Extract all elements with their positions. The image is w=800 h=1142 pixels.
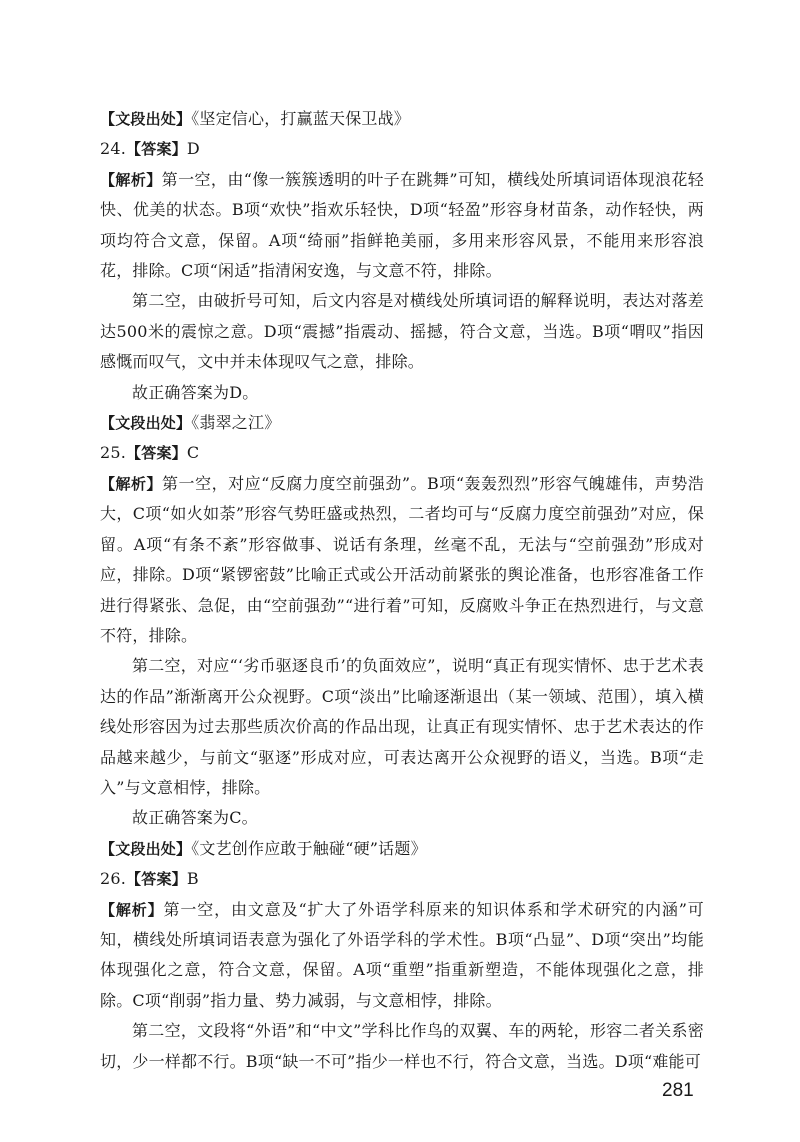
page-number: 281 <box>662 1080 694 1101</box>
analysis-text: 第一空，由“像一簇簇透明的叶子在跳舞”可知，横线处所填词语体现浪花轻快、优美的状态。B项“欢快”指欢乐轻快，D项“轻盈”形容身材苗条，动作轻快，两项均符合文意，保留。A项“绮丽”指鲜艳美丽，多用来形容风景，不能用来形容浪花，排除。C项“闲适”指清闲安逸，与文意不符，排除。 <box>100 169 704 281</box>
conclusion-25: 故正确答案为C。 <box>132 808 258 828</box>
analysis-24-part1 <box>100 165 704 287</box>
analysis-text: 第一空，对应“反腐力度空前强劲”。B项“轰轰烈烈”形容气魄雄伟，声势浩大，C项“如火如荼”形容气势旺盛或热烈，二者均可与“反腐力度空前强劲”对应，保留。A项“有条不紊”形容做事、说话有条理，丝毫不乱，无法与“空前强劲”形成对应，排除。D项“紧锣密鼓”比喻正式或公开活动前紧张的舆论准备，也形容准备工作进行得紧张、急促，由“空前强劲”“进行着”可知，反腐败斗争正在热烈进行，与文意不符，排除。 <box>100 473 704 645</box>
answer-label: 【答案】 <box>126 444 187 463</box>
analysis-26-part2: 第二空，文段将“外语”和“中文”学科比作鸟的双翼、车的两轮，形容二者关系密切，少一样都不行。B项“缺一不可”指少一样也不行，符合文意，当选。D项“难能可 <box>100 1021 704 1071</box>
source-25 <box>100 834 704 864</box>
analysis-25-part1 <box>100 469 704 651</box>
answer-explanations <box>100 104 704 1077</box>
answer-25 <box>100 438 704 468</box>
question-number: 25. <box>100 443 127 463</box>
question-number: 24. <box>100 139 127 159</box>
answer-26 <box>100 864 704 894</box>
analysis-text: 第一空，由文意及“扩大了外语学科原来的知识体系和学术研究的内涵”可知，横线处所填词语表意为强化了外语学科的学术性。B项“凸显”、D项“突出”均能体现强化之意，符合文意，保留。A项“重塑”指重新塑造，不能体现强化之意，排除。C项“削弱”指力量、势力减弱，与文意相悖，排除。 <box>100 899 704 1010</box>
source-label: 【文段出处】 <box>100 414 192 433</box>
answer-value: C <box>186 443 200 463</box>
source-label: 【文段出处】 <box>100 839 192 858</box>
source-23 <box>100 104 704 134</box>
source-title: 《坚定信心，打赢蓝天保卫战》 <box>191 109 411 128</box>
conclusion-24: 故正确答案为D。 <box>132 382 259 402</box>
answer-label: 【答案】 <box>126 140 187 159</box>
source-24 <box>100 408 704 438</box>
source-label: 【文段出处】 <box>100 110 192 128</box>
analysis-label: 【解析】 <box>100 900 164 919</box>
analysis-24-part2: 第二空，由破折号可知，后文内容是对横线处所填词语的解释说明，表达对落差达500米的震惊之意。D项“震撼”指震动、摇撼，符合文意，当选。B项“喟叹”指因感慨而叹气，文中并未体现叹气之意，排除。 <box>100 291 704 372</box>
analysis-26-part1 <box>100 895 704 1017</box>
analysis-25-part2: 第二空，对应“‘劣币驱逐良币’的负面效应”，说明“真正有现实情怀、忠于艺术表达的作品”渐渐离开公众视野。C项“淡出”比喻逐渐退出（某一领域、范围），填入横线处形容因为过去那些质次价高的作品出现，让真正有现实情怀、忠于艺术表达的作品越来越少，与前文“驱逐”形成对应，可表达离开公众视野的语义，当选。B项“走入”与文意相悖，排除。 <box>100 656 704 797</box>
question-number: 26. <box>100 869 127 889</box>
answer-value: D <box>186 139 200 159</box>
answer-value: B <box>186 869 199 889</box>
source-title: 《翡翠之江》 <box>191 413 281 433</box>
analysis-label: 【解析】 <box>100 170 162 189</box>
source-title: 《文艺创作应敢于触碰“硬”话题》 <box>191 838 427 858</box>
analysis-label: 【解析】 <box>100 474 163 493</box>
answer-24 <box>100 134 704 164</box>
answer-label: 【答案】 <box>126 870 187 889</box>
